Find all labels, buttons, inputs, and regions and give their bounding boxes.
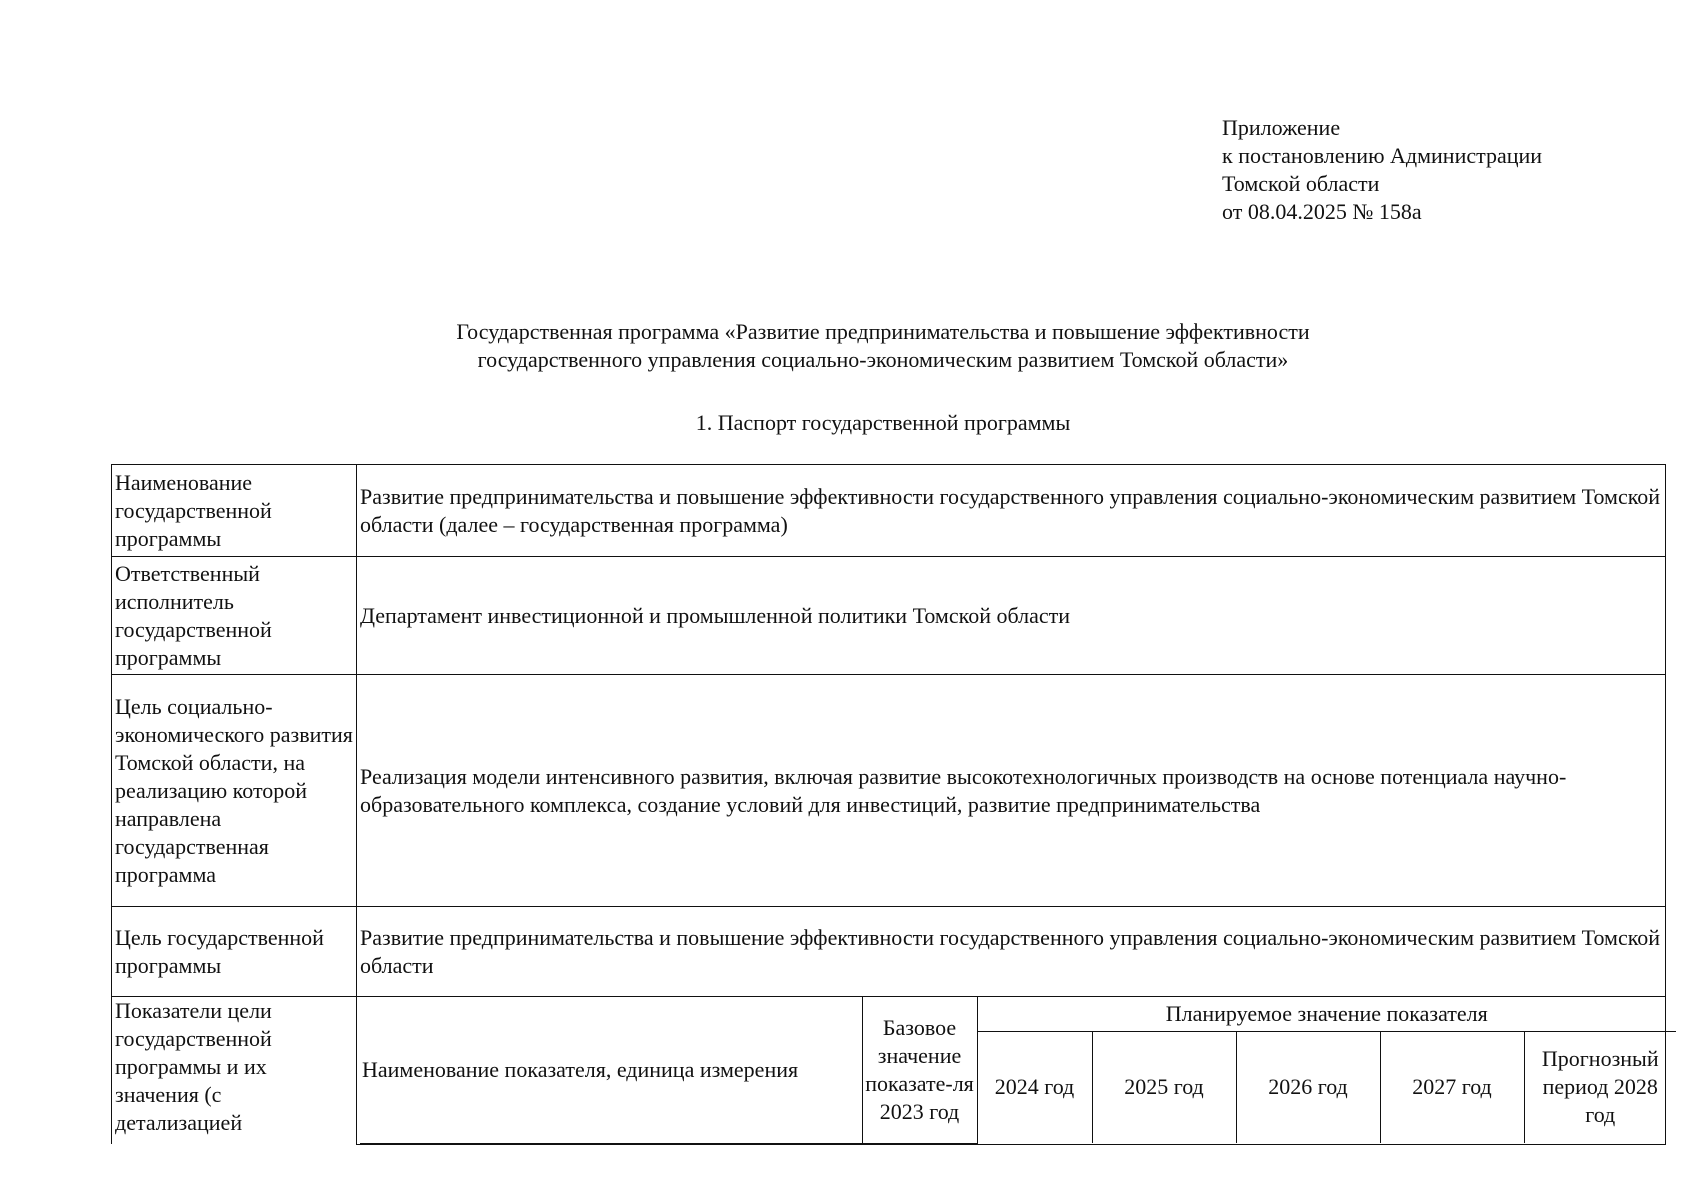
table-row	[112, 997, 1666, 1145]
section-heading: 1. Паспорт государственной программы	[695, 410, 1071, 435]
document-title	[110, 318, 1656, 374]
row-label: Цель государственной программы	[112, 907, 357, 997]
appendix-block	[1222, 114, 1662, 226]
indicators-table	[360, 997, 1676, 1144]
row-label: Цель социально-экономического развития Томской области, на реализацию которой направлена государственная программа	[112, 675, 357, 907]
row-value: Развитие предпринимательства и повышение эффективности государственного управления социально-экономическим развитием Томской области (далее – государственная программа)	[357, 465, 1666, 557]
base-value-header: Базовое значение показате-ля 2023 год	[862, 997, 977, 1143]
document-title-line: Государственная программа «Развитие предпринимательства и повышение эффективности	[456, 319, 1310, 344]
forecast-year-header: Прогнозный период 2028 год	[1524, 1031, 1676, 1143]
row-value: Реализация модели интенсивного развития, включая развитие высокотехнологичных производств на основе потенциала научно-образовательного комплекса, создание условий для инвестиций, развитие предпринимательства	[357, 675, 1666, 907]
row-label: Ответственный исполнитель государственной программы	[112, 557, 357, 675]
appendix-line: к постановлению Администрации	[1222, 143, 1543, 168]
table-row	[112, 557, 1666, 675]
year-header: 2027 год	[1380, 1031, 1524, 1143]
table-row	[112, 465, 1666, 557]
row-label: Наименование государственной программы	[112, 465, 357, 557]
row-value: Развитие предпринимательства и повышение эффективности государственного управления социально-экономическим развитием Томской области	[357, 907, 1666, 997]
table-row	[112, 675, 1666, 907]
indicators-cell	[357, 997, 1666, 1145]
indicator-name-header: Наименование показателя, единица измерения	[360, 997, 862, 1143]
indicators-label: Показатели цели государственной программы и их значения (с детализацией	[112, 997, 357, 1145]
table-row	[112, 907, 1666, 997]
document-title-line: государственного управления социально-экономическим развитием Томской области»	[477, 347, 1289, 372]
row-value: Департамент инвестиционной и промышленной политики Томской области	[357, 557, 1666, 675]
planned-value-header: Планируемое значение показателя	[977, 997, 1676, 1031]
appendix-date-number: от 08.04.2025 № 158а	[1222, 199, 1422, 224]
appendix-line: Томской области	[1222, 171, 1380, 196]
appendix-line: Приложение	[1222, 115, 1341, 140]
year-header: 2026 год	[1236, 1031, 1380, 1143]
passport-table	[111, 464, 1666, 1145]
year-header: 2025 год	[1092, 1031, 1236, 1143]
year-header: 2024 год	[977, 1031, 1092, 1143]
